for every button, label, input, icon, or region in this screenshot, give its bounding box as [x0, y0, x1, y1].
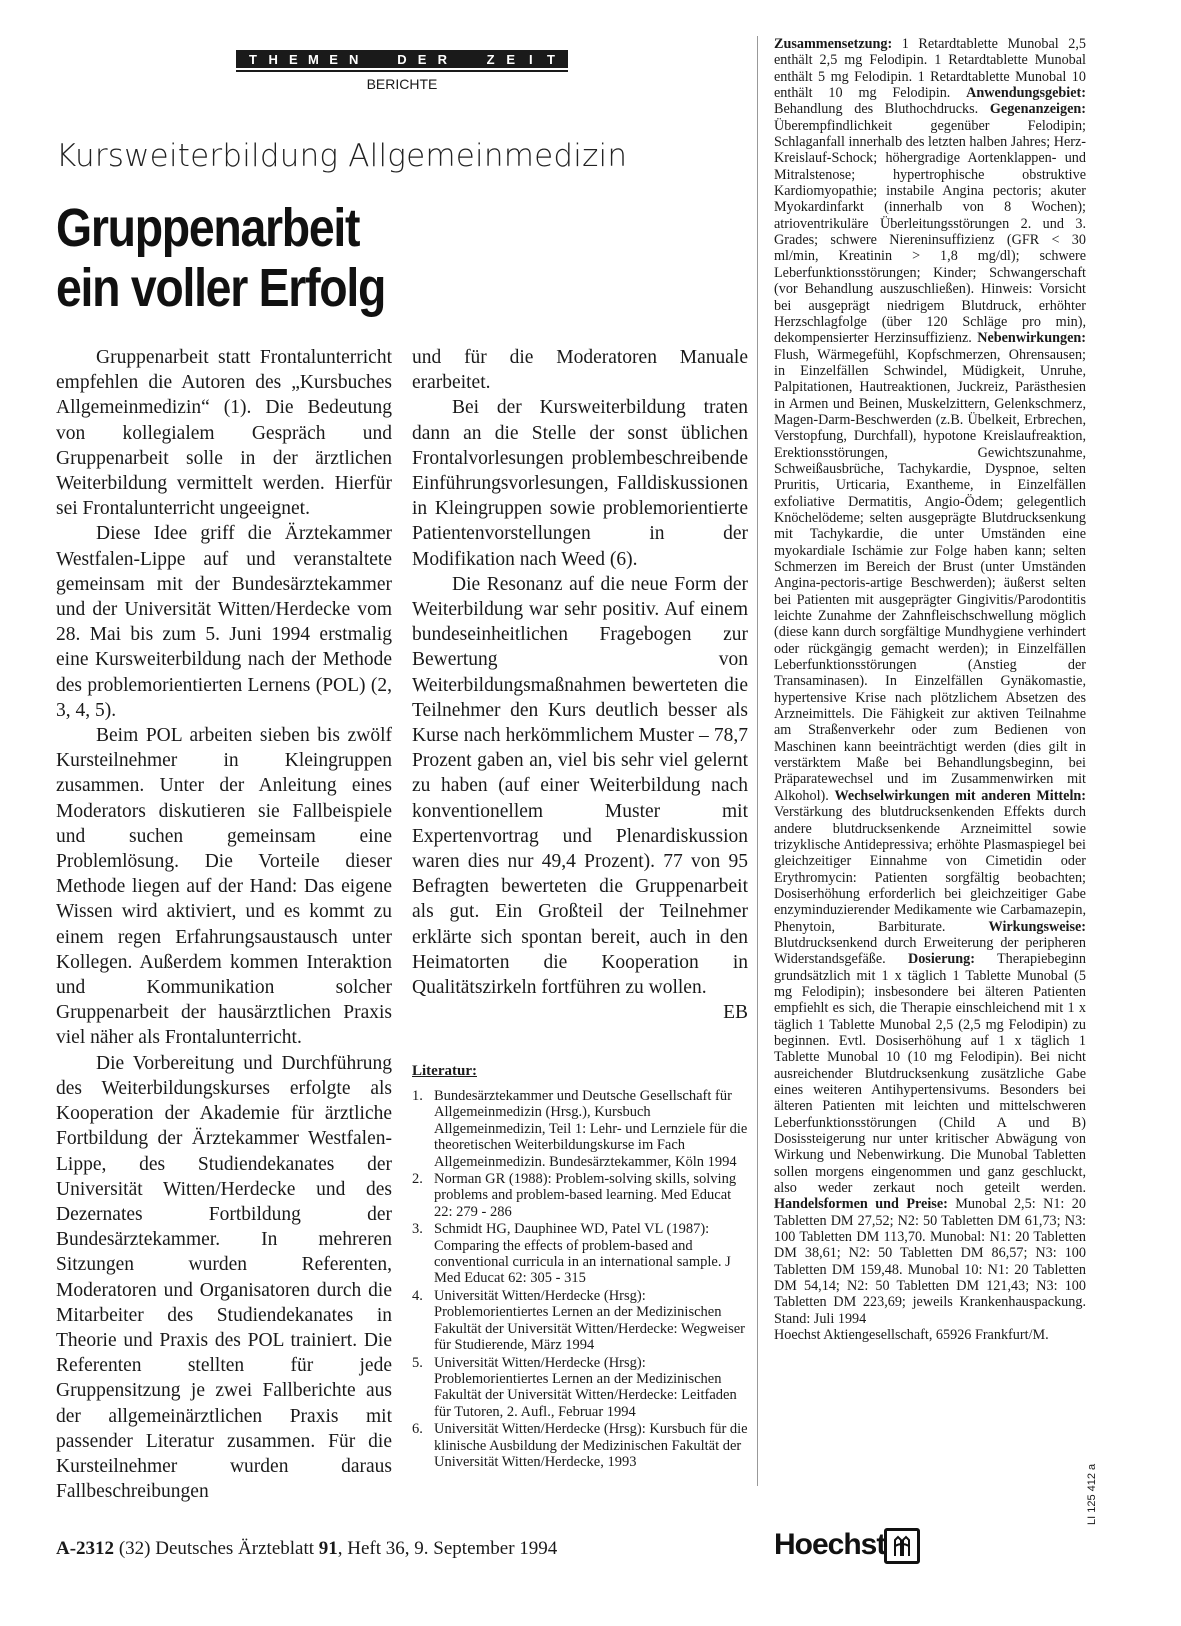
literature-item [412, 1221, 748, 1287]
footer-issue: , Heft 36, 9. September 1994 [337, 1538, 558, 1559]
pi-text: 1 Retardtablette Munobal 2,5 enthält 2,5 mg Felodipin. 1 Retardtablette Munobal enthält 5 mg Felodipin. 1 Retardtablette Munobal 10 enthält 10 mg Felodipin. [774, 36, 1086, 102]
hoechst-logo-icon [884, 1528, 920, 1564]
page-footer [56, 1538, 557, 1560]
pi-text: Behandlung des Bluthochdrucks. [774, 101, 990, 118]
pi-heading: Dosierung: [907, 951, 975, 968]
literature-item [412, 1421, 748, 1470]
product-information [774, 36, 1086, 1344]
print-code: LI 125 412 a [1086, 1463, 1098, 1525]
section-letter: E [329, 51, 338, 67]
literature-heading: Literatur: [412, 1063, 477, 1079]
section-letter: E [506, 51, 516, 67]
author-signature: EB [723, 1002, 748, 1024]
section-letter: I [529, 51, 533, 67]
pi-text: Therapiebeginn grundsätzlich mit 1 x täglich 1 Tablette Munobal (5 mg Felodipin); insbesondere bei älteren Patienten empfiehlt es sich, die Therapie einschleichend mit 1 x täglich 1 Tablette Munobal 2,5 (2,5 mg Felodipin) zu beginnen. Evtl. Dosiserhöhung auf 1 x täglich 1 Tablette Munobal 10 (10 mg Felodipin). Bei nicht ausreichender Blutdrucksenkung zusätzliche Gabe eines weiteren Antihypertensivums. Besonders bei älteren Patienten mit leichten und mittelschweren Leberfunktionsstörungen (Child A und B) Dosissteigerung nur unter kritischer Abwägung von Wirkung und Nebenwirkung. Die Munobal Tabletten sollen morgens eingenommen und ganz geschluckt, also weder zerkaut noch geteilt werden. [774, 951, 1086, 1197]
section-letter: H [268, 51, 278, 67]
section-letter: D [397, 51, 407, 67]
footer-volume: 91 [318, 1538, 338, 1559]
section-letter: Z [486, 51, 495, 67]
literature-number: 2. [412, 1171, 423, 1188]
section-letter: N [349, 51, 359, 67]
literature-item [412, 1088, 748, 1170]
headline-line-1: Gruppenarbeit [56, 198, 360, 258]
literature-text: Schmidt HG, Dauphinee WD, Patel VL (1987): Comparing the effects of problem-based and conventional curricula in an international sample. J Med Educat 62: 305 - 315 [434, 1221, 731, 1287]
literature-number: 1. [412, 1088, 423, 1104]
article-headline [56, 198, 385, 318]
literature-item [412, 1171, 748, 1220]
literature-item [412, 1355, 748, 1421]
pi-heading: Anwendungsgebiet: [966, 85, 1086, 102]
pi-text: Blutdrucksenkend durch Erweiterung der peripheren Widerstandsgefäße. [774, 934, 1086, 968]
pi-text: Überempfindlichkeit gegenüber Felodipin; Schlaganfall innerhalb des letzten halben Jahres; Herz-Kreislauf-Schock; höhergradige Aortenklappen- und Mitralstenose; hypertrophische obstruktive Kardiomyopathie; instabile Angina pectoris; akuter Myokardinfarkt (innerhalb von 8 Wochen); atrioventrikuläre Überleitungsstörungen 2. und 3. Grades; schwere Niereninsuffizienz (GFR < 30 ml/min, Kreatinin > 1,8 mg/dl); schwere Leberfunktionsstörungen; Kinder; Schwangerschaft (vor Behandlung auszuschließen). Hinweis: Vorsicht bei ausgeprägt niedrigem Blutdruck, erhöhter Herzschlagfolge (über 120 Schläge pro min), dekompensierter Herzinsuffizienz. [774, 117, 1086, 347]
section-letter: E [288, 51, 298, 67]
literature-number: 5. [412, 1354, 423, 1371]
section-header-bar [236, 50, 568, 68]
subsection-label: BERICHTE [366, 76, 438, 92]
literature-text: Universität Witten/Herdecke (Hrsg): Problemorientiertes Lernen an der Medizinischen Fakultät der Universität Witten/Herdecke: Leitfaden für Tutoren, 2. Aufl., Februar 1994 [434, 1354, 737, 1420]
section-letter: M [308, 51, 319, 67]
literature-text: Bundesärztekammer und Deutsche Gesellschaft für Allgemeinmedizin (Hrsg.), Kursbuch Allgemeinmedizin, Teil 1: Lehr- und Lernziele für die theoretischen Weiterbildungskurse im Fach Allgemeinmedizin. Bundesärztekammer, Köln 1994 [434, 1088, 748, 1170]
literature-text: Norman GR (1988): Problem-solving skills, solving problems and problem-based learning. Med Educat 22: 279 - 286 [434, 1171, 737, 1220]
tower-bridge-icon [890, 1534, 914, 1558]
column-divider [757, 36, 758, 1486]
literature-text: Universität Witten/Herdecke (Hrsg): Kursbuch für die klinische Ausbildung der Medizinischen Fakultät der Universität Witten/Herdecke, 1993 [434, 1421, 748, 1470]
pi-heading: Nebenwirkungen: [977, 330, 1086, 347]
section-letter: R [437, 51, 447, 67]
paragraph: Diese Idee griff die Ärztekammer Westfalen-Lippe auf und veranstaltete gemeinsam mit der Bundesärztekammer und der Universität Witten/Herdecke vom 28. Mai bis zum 5. Juni 1994 erstmalig eine Kursweiterbildung nach der Methode des problemorientierten Lernens (POL) (2, 3, 4, 5). [56, 523, 392, 721]
literature-number: 6. [412, 1421, 423, 1438]
pi-heading: Gegenanzeigen: [989, 101, 1086, 118]
pi-text: Verstärkung des blutdrucksenkenden Effekts durch andere blutdrucksenkende Arzneimittel sowie trizyklische Antidepressiva; erhöhte Plasmaspiegel bei gleichzeitiger Einnahme von Cimetidin oder Erythromycin: Patienten sorgfältig beobachten; Dosiserhöhung erforderlich bei gleichzeitiger Gabe enzyminduzierender Medikamente wie Carbamazepin, Phenytoin, Barbiturate. [774, 804, 1086, 935]
paragraph: Beim POL arbeiten sieben bis zwölf Kursteilnehmer in Kleingruppen zusammen. Unter der Anleitung eines Moderators diskutieren sie Fallbeispiele und suchen gemeinsam eine Problemlösung. Die Vorteile dieser Methode liegen auf der Hand: Das eigene Wissen wird aktiviert, und es kommt zu einem regen Erfahrungsaustausch unter Kollegen. Außerdem kommen Interaktion und Kommunikation solcher Gruppenarbeit der hausärztlichen Praxis viel näher als Frontalunterricht. [56, 725, 392, 1049]
paragraph: Die Vorbereitung und Durchführung des Weiterbildungskurses erfolgte als Kooperation der Akademie für ärztliche Fortbildung der Ärztekammer Westfalen-Lippe, des Studiendekanates der Universität Witten/Herdecke und des Dezernates Fortbildung der Bundesärztekammer. In mehreren Sitzungen wurden Referenten, Moderatoren und Organisatoren durch die Mitarbeiter des Studiendekanates in Theorie und Praxis des POL trainiert. Die Referenten stellten für jede Gruppensitzung je zwei Fallberichte aus der allgemeinärztlichen Praxis mit passender Literatur zusammen. Für die Kursteilnehmer wurden daraus Fallbeschreibungen [56, 1052, 392, 1503]
section-rule [236, 70, 568, 72]
pi-heading: Wechselwirkungen mit anderen Mitteln: [834, 787, 1086, 804]
paragraph: Die Resonanz auf die neue Form der Weiterbildung war sehr positiv. Auf einem bundeseinheitlichen Fragebogen zur Bewertung von Weiterbildungsmaßnahmen bewerteten die Teilnehmer den Kurs deutlich besser als Kurse nach herkömmlichem Muster – 78,7 Prozent gaben an, viel bis sehr viel gelernt zu haben (auf einer Weiterbildung nach konventionellem Muster mit Expertenvortrag und Plenardiskussion waren dies nur 49,4 Prozent). 77 von 95 Befragten bewerteten die Gruppenarbeit als gut. Ein Großteil der Teilnehmer erklärte sich spontan bereit, auch in den Heimatorten die Kooperation in Qualitätszirkeln fortführen zu wollen. [412, 573, 748, 999]
paragraph: und für die Moderatoren Manuale erarbeitet. [412, 347, 748, 394]
article-column-2 [412, 345, 748, 1025]
section-letter: T [546, 51, 555, 67]
headline-line-2: ein voller Erfolg [56, 258, 386, 318]
page-code: A-2312 [56, 1538, 115, 1559]
pi-company: Hoechst Aktiengesellschaft, 65926 Frankfurt/M. [774, 1327, 1049, 1344]
pi-heading: Handelsformen und Preise: [774, 1196, 948, 1213]
literature-number: 4. [412, 1287, 423, 1304]
literature-list [412, 1088, 748, 1471]
article-column-1 [56, 345, 392, 1504]
pi-text: Munobal 2,5: N1: 20 Tabletten DM 27,52; N2: 50 Tabletten DM 61,73; N3: 100 Tabletten DM 113,70. Munobal: N1: 20 Tabletten DM 38,61; N2: 50 Tabletten DM 86,57; N3: 100 Tabletten DM 159,48. Munobal 10: N1: 20 Tabletten DM 54,14; N2: 50 Tabletten DM 121,43; N3: 100 Tabletten DM 223,69; jeweils Krankenhauspackung. Stand: Juli 1994 [774, 1196, 1086, 1327]
article-kicker: Kursweiterbildung Allgemeinmedizin [56, 138, 628, 174]
pi-heading: Wirkungsweise: [988, 918, 1086, 935]
literature-number: 3. [412, 1221, 423, 1238]
section-letter: T [249, 51, 257, 67]
footer-citation: (32) Deutsches Ärzteblatt [114, 1538, 319, 1559]
paragraph: Gruppenarbeit statt Frontalunterricht empfehlen die Autoren des „Kursbuches Allgemeinmedizin“ (1). Die Bedeutung von kollegialem Gespräch und Gruppenarbeit solle in der ärztlichen Weiterbildung vermittelt werden. Hierfür sei Frontalunterricht ungeeignet. [56, 347, 392, 520]
pi-heading: Zusammensetzung: [774, 36, 893, 52]
paragraph: Bei der Kursweiterbildung traten dann an die Stelle der sonst üblichen Frontalvorlesungen problembeschreibende Einführungsvorlesungen, Falldiskussionen in Kleingruppen sowie problemorientierte Patientenvorstellungen in der Modifikation nach Weed (6). [412, 397, 748, 570]
brand-name: Hoechst [774, 1528, 886, 1561]
pi-text: Flush, Wärmegefühl, Kopfschmerzen, Ohrensausen; in Einzelfällen Schwindel, Müdigkeit, Unruhe, Palpitationen, Hautreaktionen, Juckreiz, Parästhesien in Armen und Beinen, Muskelzittern, Gelenkschmerz, Magen-Darm-Beschwerden (z.B. Übelkeit, Erbrechen, Verstopfung, Durchfall), hypotone Kreislaufreaktion, Erektionsstörungen, Gewichtszunahme, Schweißausbrüche, Tachykardie, Dyspnoe, selten Pruritis, Urticaria, Exantheme, in Einzelfällen exfoliative Dermatitis, Angio-Ödem; gelegentlich Knöchelödeme; selten ausgeprägte Blutdrucksenkung mit Tachykardie, die unter Umständen eine myokardiale Ischämie zur Folge haben kann; selten Schmerzen im Bereich der Brust (unter Umständen Angina-pectoris-artige Beschwerden); äußerst selten bei Patienten mit ausgeprägter Gingivitis/Parodontitis leichte Zunahme der Zahnfleischschwellung möglich (diese kann durch sorgfältige Mundhygiene verhindert oder rückgängig gemacht werden); in Einzelfällen Leberfunktionsstörungen (Anstieg der Transaminasen). In Einzelfällen Gynäkomastie, hypertensive Krise nach plötzlichem Absetzen des Arzneimittels. Die Fähigkeit zur aktiven Teilnahme am Straßenverkehr oder zum Bedienen von Maschinen kann beeinträchtigt werden (dies gilt in verstärktem Maße bei Behandlungsbeginn, bei Präparatewechsel und im Zusammenwirken mit Alkohol). [774, 346, 1086, 804]
literature-item [412, 1288, 748, 1354]
literature-text: Universität Witten/Herdecke (Hrsg): Problemorientiertes Lernen an der Medizinischen Fakultät der Universität Witten/Herdecke: Wegweiser für Studierende, März 1994 [434, 1287, 745, 1354]
section-letter: E [417, 51, 427, 67]
